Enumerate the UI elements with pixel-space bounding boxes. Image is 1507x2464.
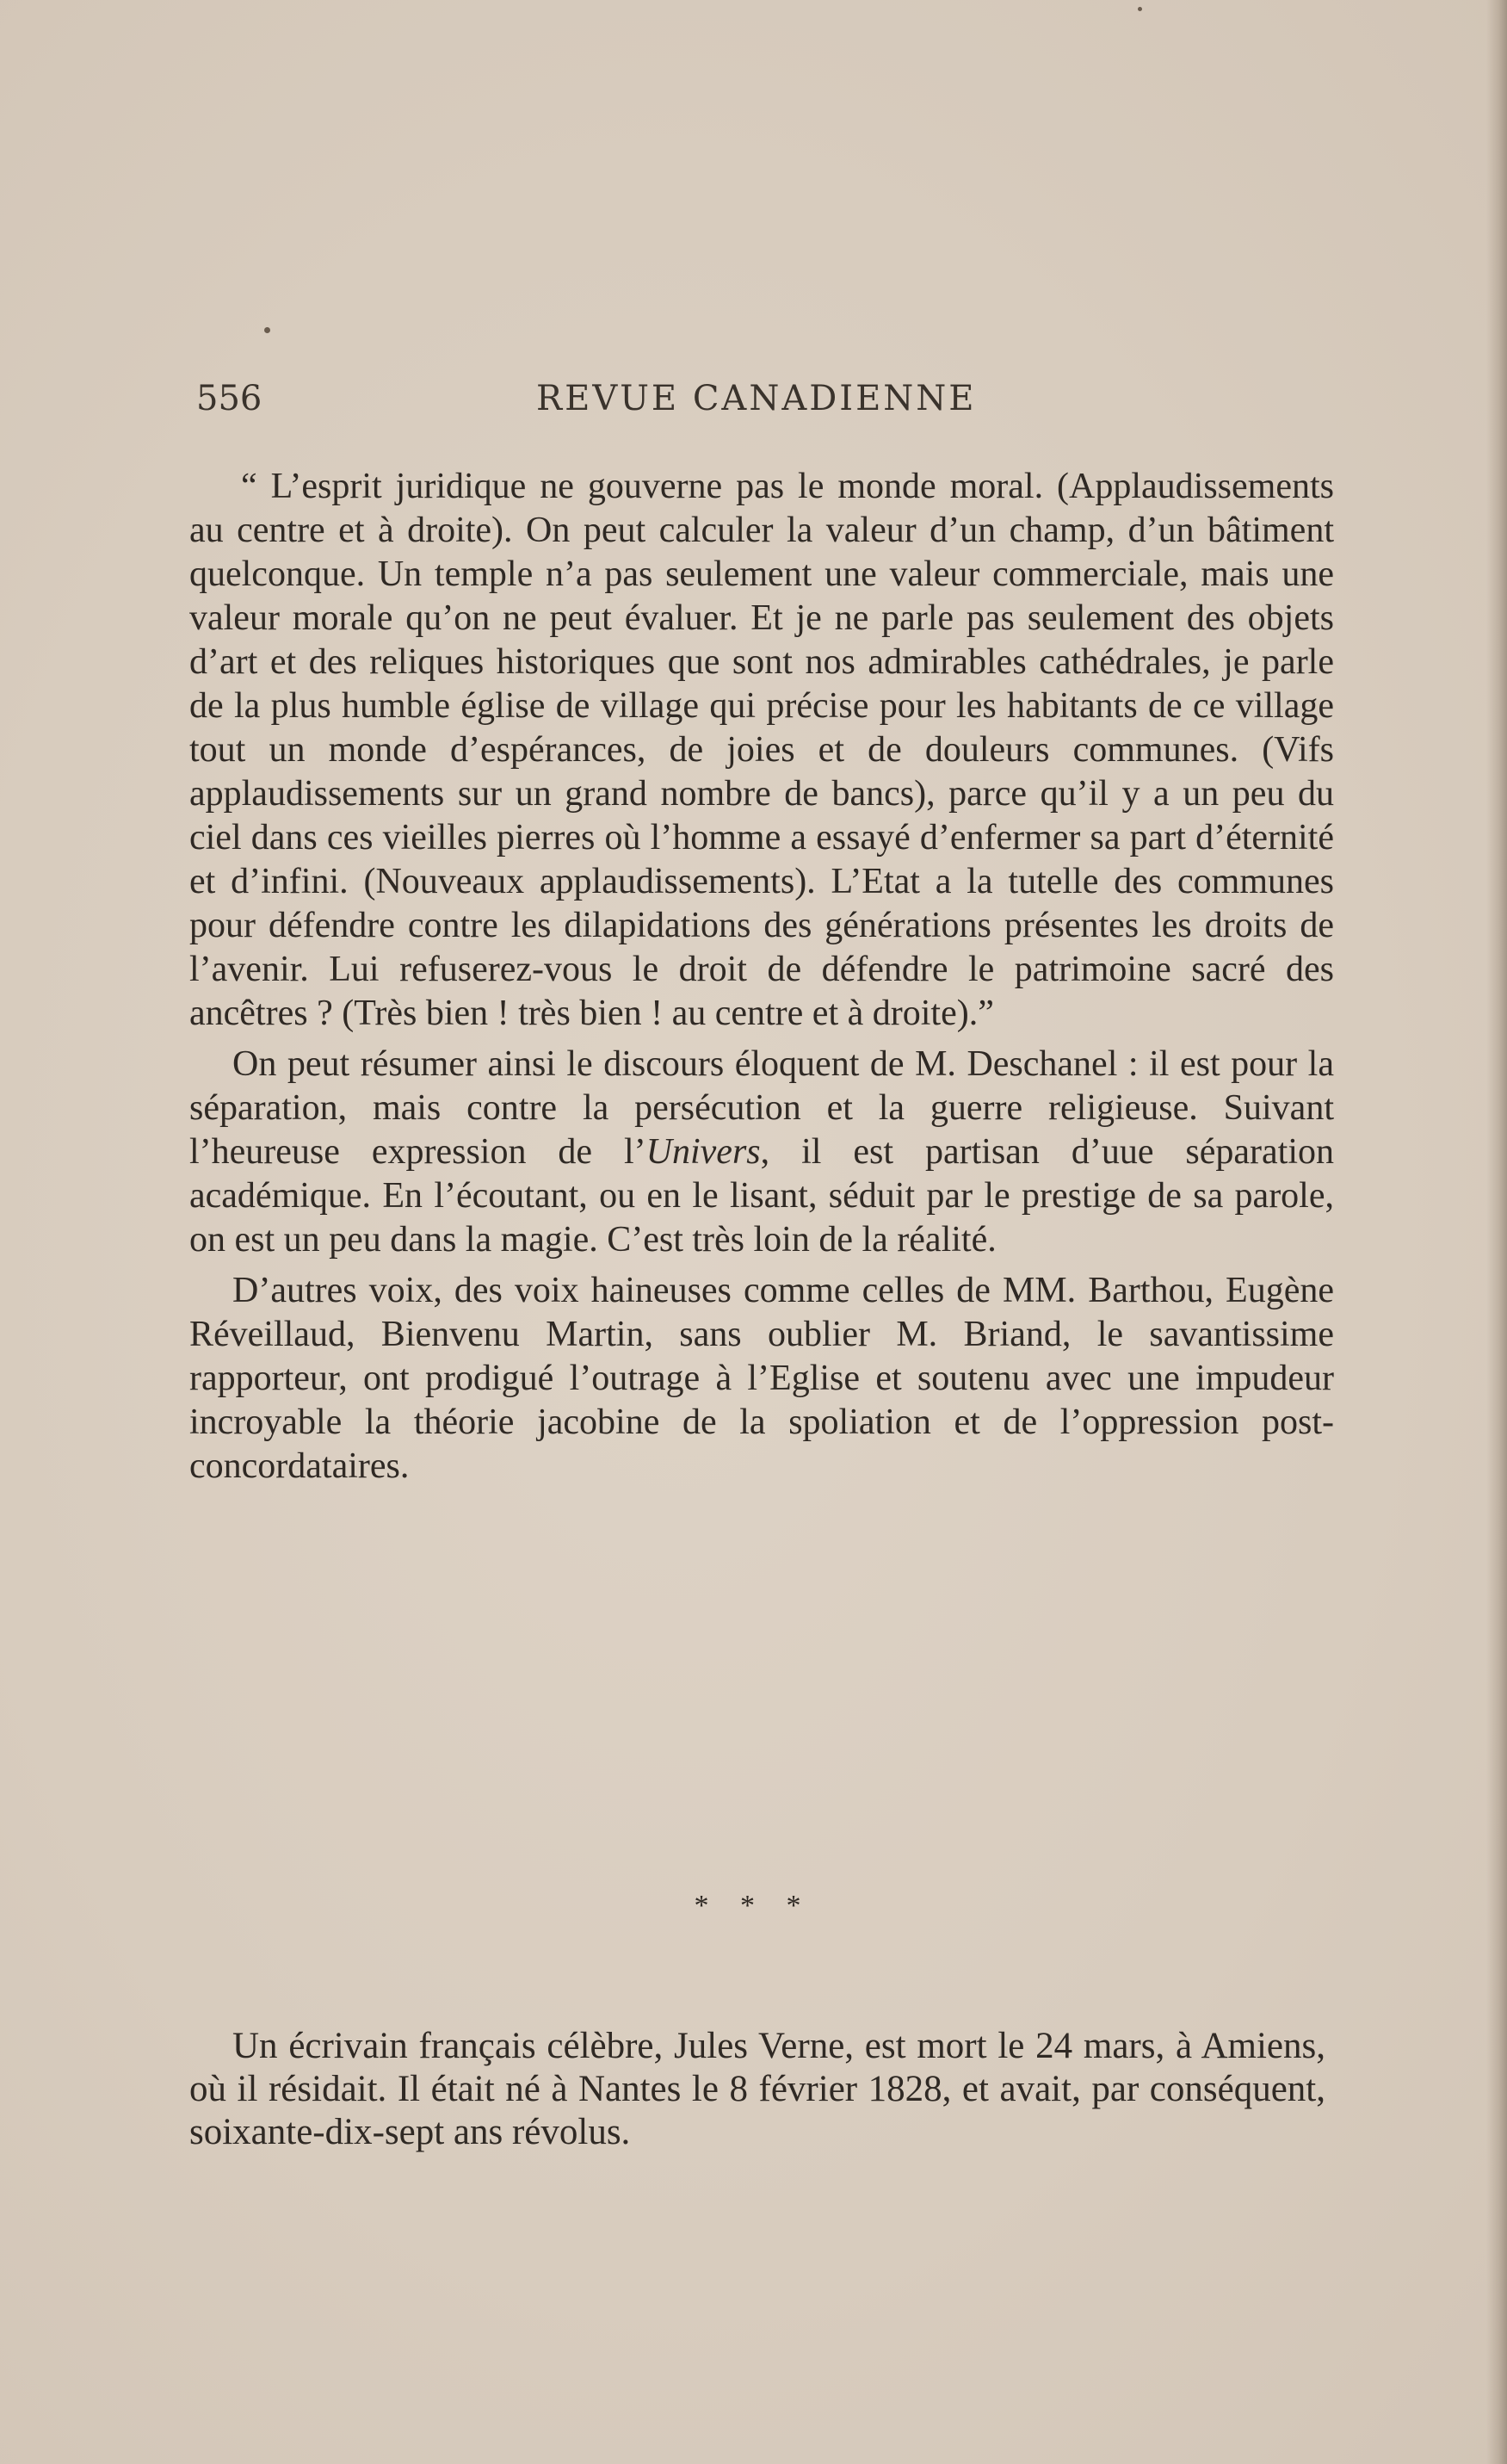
news-item	[189, 2025, 1325, 2154]
univers-title: Univers	[645, 1132, 761, 1172]
print-speck	[264, 327, 270, 333]
summary-paragraph	[189, 1043, 1334, 1262]
section-separator: * * *	[694, 1890, 813, 1922]
summary-text-start: On peut résumer ainsi le discours éloquent de M. Deschanel : il est pour la séparation, mais contre la persécution et la guerre religieuse. Suivant l’heureuse expression de l’	[189, 1044, 1334, 1172]
other-voices-paragraph: D’autres voix, des voix haineuses comme celles de MM. Barthou, Eugène Réveillaud, Bienvenu Martin, sans oublier M. Briand, le savantissime rapporteur, ont prodigué l’outrage à l’Eglise et soutenu avec une impudeur incroyable la théorie jacobine de la spoliation et de l’oppression post-concordataires.	[189, 1271, 1334, 1486]
jules-verne-paragraph: Un écrivain français célèbre, Jules Verne, est mort le 24 mars, à Amiens, où il résidait. Il était né à Nantes le 8 février 1828, et avait, par conséquent, soixante-dix-sept ans révolus.	[189, 2026, 1325, 2152]
article-body	[189, 465, 1334, 1489]
print-speck	[1138, 7, 1142, 11]
quoted-speech-paragraph: “ L’esprit juridique ne gouverne pas le monde moral. (Applaudissements au centre et à droite). On peut calculer la valeur d’un champ, d’un bâtiment quelconque. Un temple n’a pas seulement une valeur commerciale, mais une valeur morale qu’on ne peut évaluer. Et je ne parle pas seulement des objets d’art et des reliques historiques que sont nos admirables cathédrales, je parle de la plus humble église de village qui précise pour les habitants de ce village tout un monde d’espérances, de joies et de douleurs communes. (Vifs applaudissements sur un grand nombre de bancs), parce qu’il y a un peu du ciel dans ces vieilles pierres où l’homme a essayé d’enfermer sa part d’éternité et d’infini. (Nouveaux applaudissements). L’Etat a la tutelle des communes pour défendre contre les dilapidations des générations présentes les droits de l’avenir. Lui refuserez-vous le droit de défendre le patrimoine sacré des ancêtres ? (Très bien ! très bien ! au centre et à droite).”	[189, 467, 1334, 1033]
page-header	[196, 379, 1341, 430]
summary-text-end: , il est partisan d’uue séparation académique. En l’écoutant, ou en le lisant, séduit par le prestige de sa parole, on est un peu dans la magie. C’est très loin de la réalité.	[189, 1132, 1334, 1260]
page-number: 556	[196, 379, 262, 418]
page-edge-shadow	[1486, 0, 1507, 2464]
running-title: REVUE CANADIENNE	[536, 379, 977, 418]
